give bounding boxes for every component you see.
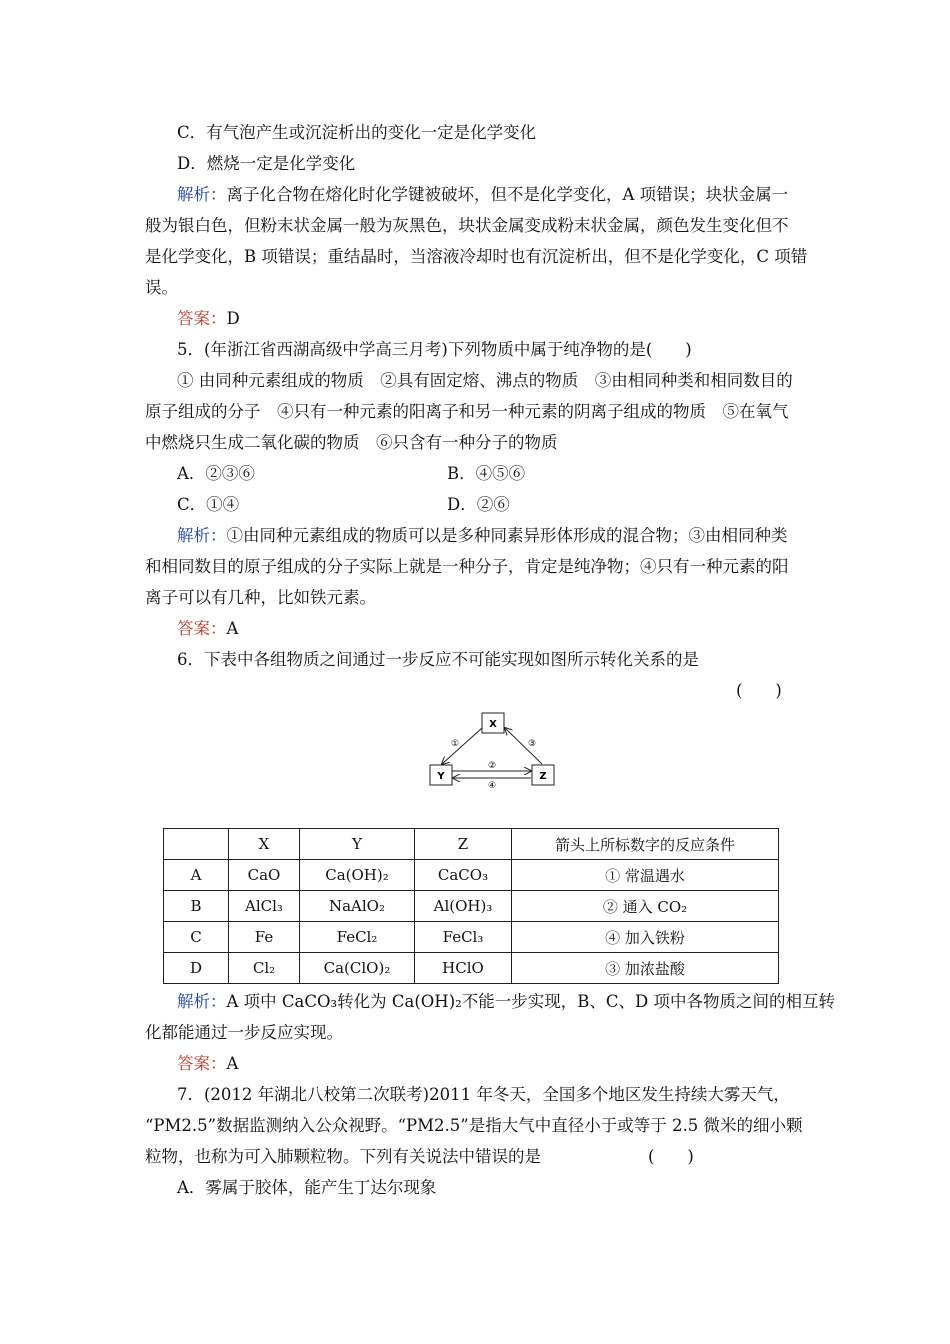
q5-analysis-line-3: 离子可以有几种，比如铁元素。 [145,588,376,607]
q5-analysis-line-2: 和相同数目的原子组成的分子实际上就是一种分子，肯定是纯净物；④只有一种元素的阳 [145,557,789,576]
table-cell: HClO [415,953,512,984]
analysis-label: 解析： [177,992,227,1011]
node-y-label: Y [437,771,445,782]
q6-analysis-line-2: 化都能通过一步反应实现。 [145,1023,343,1042]
table-cell: ③ 加浓盐酸 [512,953,779,984]
q4-answer [177,308,240,330]
q6-answer [177,1053,238,1075]
q5-option-a: A．②③⑥ [177,464,255,483]
table-cell: D [164,953,229,984]
q6-table [163,828,779,984]
arrow-1-label: ① [450,739,460,749]
q5-option-b: B．④⑤⑥ [447,464,526,483]
table-cell: AlCl₃ [229,891,300,922]
q7-line-2: “PM2.5”数据监测纳入公众视野。“PM2.5”是指大气中直径小于或等于 2.5 微米的细小颗 [145,1116,803,1135]
q7-line-1: 7．(2012 年湖北八校第二次联考)2011 年冬天，全国多个地区发生持续大雾天气， [177,1085,790,1104]
table-cell: A [164,860,229,891]
arrow-4-label: ④ [487,781,497,788]
table-header-row [164,829,779,860]
node-x-label: X [489,719,497,730]
table-cell: FeCl₃ [415,922,512,953]
header-cell: X [229,829,300,860]
q5-option-d: D．②⑥ [447,495,510,514]
analysis-text: 离子化合物在熔化时化学键被破坏，但不是化学变化，A 项错误；块状金属一 [226,185,789,204]
q4-analysis-line-2: 般为银白色，但粉末状金属一般为灰黑色，块状金属变成粉末状金属，颜色发生变化但不 [145,216,789,235]
table-cell: NaAlO₂ [300,891,415,922]
arrow-3-label: ③ [527,739,537,749]
table-cell: ① 常温遇水 [512,860,779,891]
q5-line-2: 原子组成的分子 ④只有一种元素的阳离子和另一种元素的阴离子组成的物质 ⑤在氧气 [145,402,789,421]
table-row [164,860,779,891]
q4-analysis-line-1 [177,184,788,206]
q4-option-c: C．有气泡产生或沉淀析出的变化一定是化学变化 [177,123,537,142]
q5-line-3: 中燃烧只生成二氧化碳的物质 ⑥只含有一种分子的物质 [145,433,558,452]
header-cell: 箭头上所标数字的反应条件 [512,829,779,860]
table-cell: ② 通入 CO₂ [512,891,779,922]
header-cell [164,829,229,860]
table-cell: Al(OH)₃ [415,891,512,922]
table-cell: B [164,891,229,922]
analysis-text: ①由同种元素组成的物质可以是多种同素异形体形成的混合物；③由相同种类 [226,526,788,545]
answer-value: A [226,1054,239,1073]
analysis-text: A 项中 CaCO₃转化为 Ca(OH)₂不能一步实现，B、C、D 项中各物质之间的相互转 [226,992,835,1011]
analysis-label: 解析： [177,526,227,545]
q6-transformation-diagram [425,708,565,788]
q7-line-3: 粒物，也称为可入肺颗粒物。下列有关说法中错误的是 [145,1147,541,1166]
q4-option-d: D．燃烧一定是化学变化 [177,154,356,173]
answer-label: 答案： [177,1054,227,1073]
table-cell: Ca(OH)₂ [300,860,415,891]
table-cell: Fe [229,922,300,953]
table-cell: Cl₂ [229,953,300,984]
analysis-label: 解析： [177,185,227,204]
table-cell: C [164,922,229,953]
answer-label: 答案： [177,309,227,328]
answer-value: A [226,619,239,638]
table-row [164,953,779,984]
table-row [164,922,779,953]
header-cell: Z [415,829,512,860]
q4-analysis-line-4: 误。 [145,278,178,297]
arrow-3 [505,728,542,764]
answer-label: 答案： [177,619,227,638]
q4-analysis-line-3: 是化学变化，B 项错误；重结晶时，当溶液冷却时也有沉淀析出，但不是化学变化，C 项错 [145,247,808,266]
q5-line-1: ① 由同种元素组成的物质 ②具有固定熔、沸点的物质 ③由相同种类和相同数目的 [177,371,793,390]
q7-answer-paren: ( ) [648,1147,694,1166]
q5-option-c: C．①④ [177,495,240,514]
q6-answer-paren: ( ) [736,681,782,700]
q6-analysis-line-1 [177,991,835,1013]
table-cell: Ca(ClO)₂ [300,953,415,984]
header-cell: Y [300,829,415,860]
table-cell: FeCl₂ [300,922,415,953]
q7-option-a: A．雾属于胶体，能产生丁达尔现象 [177,1178,437,1197]
table-cell: ④ 加入铁粉 [512,922,779,953]
q5-stem: 5．(年浙江省西湖高级中学高三月考)下列物质中属于纯净物的是( ) [177,340,692,359]
q5-answer [177,618,238,640]
table-row [164,891,779,922]
table-cell: CaCO₃ [415,860,512,891]
answer-value: D [226,309,240,328]
arrow-2-label: ② [487,761,497,771]
q5-analysis-line-1 [177,525,788,547]
arrow-1 [442,728,482,764]
node-z-label: Z [539,771,547,782]
q6-stem: 6．下表中各组物质之间通过一步反应不可能实现如图所示转化关系的是 [177,650,699,669]
table-cell: CaO [229,860,300,891]
